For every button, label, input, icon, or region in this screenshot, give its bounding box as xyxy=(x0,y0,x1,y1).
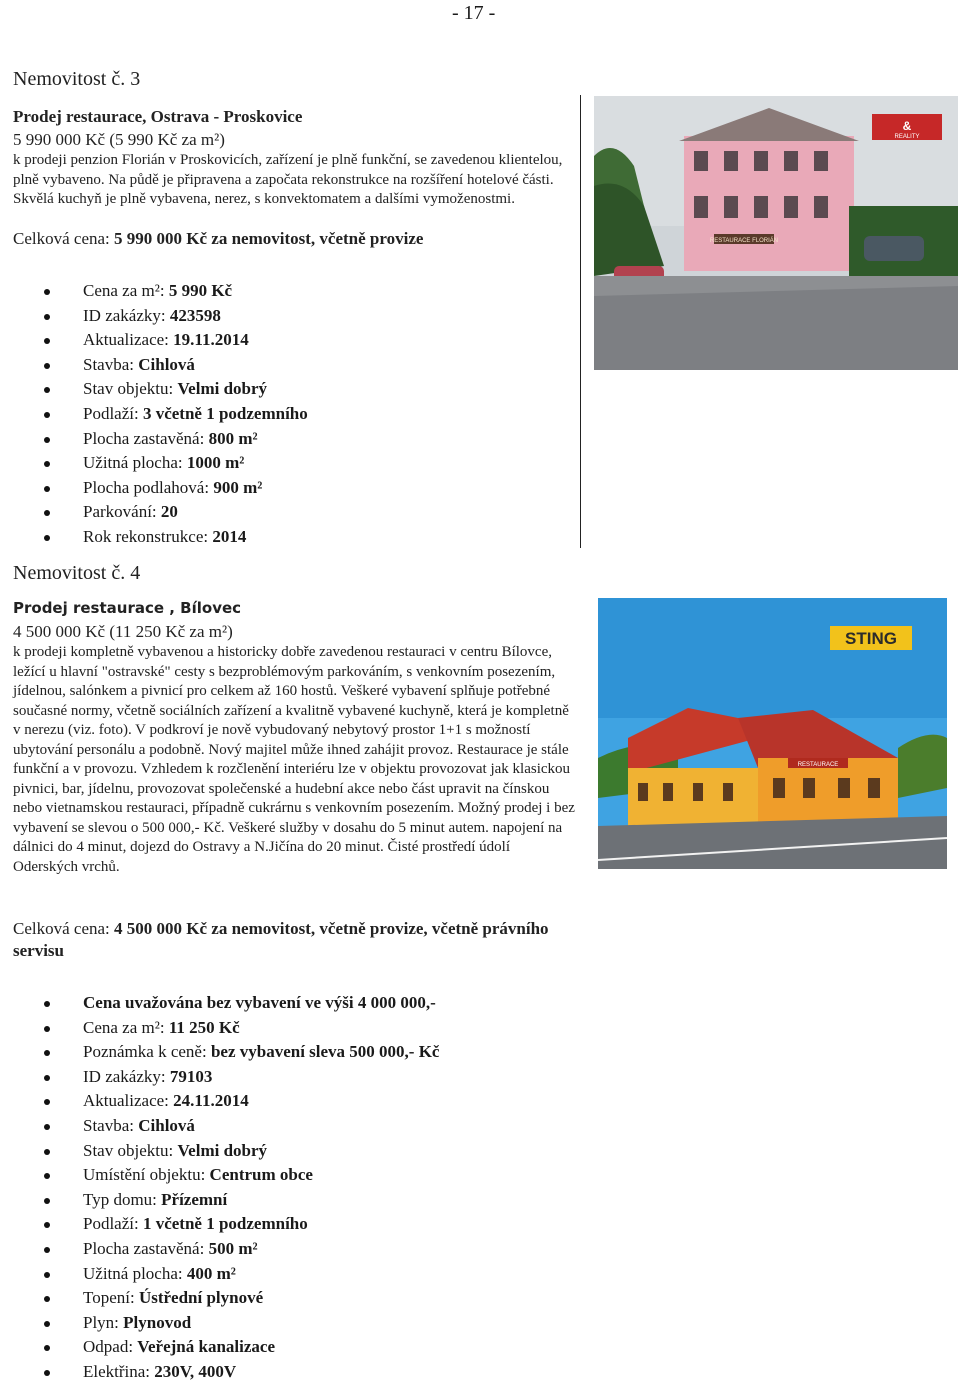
detail-item: Rok rekonstrukce: 2014 xyxy=(44,525,308,550)
property3-total xyxy=(13,228,573,250)
detail-item: Aktualizace: 24.11.2014 xyxy=(44,1089,439,1114)
property4-photo xyxy=(598,598,947,869)
property3-logo-sub: REALITY xyxy=(894,134,920,140)
detail-item: Plocha zastavěná: 500 m² xyxy=(44,1237,439,1262)
detail-item: Užitná plocha: 400 m² xyxy=(44,1262,439,1287)
detail-item: Stavba: Cihlová xyxy=(44,353,308,378)
property3-total-value: 5 990 000 Kč za nemovitost, včetně provize xyxy=(114,229,424,248)
detail-item: Stav objektu: Velmi dobrý xyxy=(44,1139,439,1164)
property4-details xyxy=(44,991,439,1385)
detail-item: Poznámka k ceně: bez vybavení sleva 500 000,- Kč xyxy=(44,1040,439,1065)
property4-price: 4 500 000 Kč (11 250 Kč za m²) xyxy=(13,622,233,641)
detail-item: Parkování: 20 xyxy=(44,500,308,525)
property3-details xyxy=(44,279,308,550)
property3-sign: RESTAURACE FLORIÁN xyxy=(709,238,779,244)
property3-photo xyxy=(594,96,958,370)
detail-item: Plocha zastavěná: 800 m² xyxy=(44,427,308,452)
detail-item: Stav objektu: Velmi dobrý xyxy=(44,377,308,402)
detail-item: Umístění objektu: Centrum obce xyxy=(44,1163,439,1188)
detail-item: Typ domu: Přízemní xyxy=(44,1188,439,1213)
property3-heading: Nemovitost č. 3 xyxy=(13,68,141,90)
property3-logo: & xyxy=(902,119,912,133)
detail-item: Cena uvažována bez vybavení ve výši 4 000 000,- xyxy=(44,991,439,1016)
detail-item: ID zakázky: 423598 xyxy=(44,304,308,329)
detail-item: Podlaží: 3 včetně 1 podzemního xyxy=(44,402,308,427)
property4-sign: STING xyxy=(845,629,897,648)
property4-title: Prodej restaurace , Bílovec xyxy=(13,599,242,617)
property4-total xyxy=(13,918,573,962)
property3-text-block xyxy=(13,106,573,210)
detail-item: Topení: Ústřední plynové xyxy=(44,1286,439,1311)
detail-item: ID zakázky: 79103 xyxy=(44,1065,439,1090)
property4-heading: Nemovitost č. 4 xyxy=(13,562,141,584)
property4-description: k prodeji kompletně vybavenou a historicky dobře zavedenou restauraci v centru Bílovce, ležící u hlavní "ostravské" cesty s bezproblémovým parkováním, s venkovním posezením, jídelnou, salónkem a pivnicí pro celkem až 160 hostů. Veškeré vybavení splňuje potřebné současné normy, včetně sociálních zařízení a kvalitně vybavené kuchyně, která je kompletně v nerezu (viz. foto). V podkroví je nově vybudovaný nebytový prostor 1+1 s možností ubytování personálu a podobně. Nový majitel může ihned zahájit provoz. Restaurace je stále funkční a v provozu. Vzhledem k rozčlenění interiéru lze v objektu provozovat jak klasickou pivnici, bar, jídelnu, provozovat společenské a hudební akce nebo část upravit na čínskou nebo vietnamskou restauraci, případně cukrárnu s venkovním posezením. Možný prodej i bez vybavení se slevou o 500 000,- Kč. Veškeré služby v dosahu do 5 minut autem. napojení na dálnici do 4 minut, dojezd do Ostravy a N.Jičína do 20 minut. Čisté prostředí údolí Oderských vrchů. xyxy=(13,644,575,875)
property3-title: Prodej restaurace, Ostrava - Proskovice xyxy=(13,107,303,126)
column-divider xyxy=(580,95,581,548)
detail-item: Užitná plocha: 1000 m² xyxy=(44,451,308,476)
detail-item: Plocha podlahová: 900 m² xyxy=(44,476,308,501)
detail-item: Cena za m²: 5 990 Kč xyxy=(44,279,308,304)
detail-item: Elektřina: 230V, 400V xyxy=(44,1360,439,1385)
property3-total-label: Celková cena: xyxy=(13,229,115,248)
property4-shop-sign: RESTAURACE xyxy=(797,762,839,768)
detail-item: Cena za m²: 11 250 Kč xyxy=(44,1016,439,1041)
property3-price: 5 990 000 Kč (5 990 Kč za m²) xyxy=(13,130,225,149)
property3-description: k prodeji penzion Florián v Proskovicích, zařízení je plně funkční, se zavedenou klientelou, plně vybaveno. Na půdě je připravena a započata rekonstrukce na rozšíření hotelové části. Skvělá kuchyň je plně vybavena, nerez, s konvektomatem a dalšími vymoženostmi. xyxy=(13,152,563,207)
detail-item: Odpad: Veřejná kanalizace xyxy=(44,1335,439,1360)
detail-item: Aktualizace: 19.11.2014 xyxy=(44,328,308,353)
property4-total-label: Celková cena: xyxy=(13,919,115,938)
detail-item: Stavba: Cihlová xyxy=(44,1114,439,1139)
page-number: - 17 - xyxy=(452,2,496,24)
property4-text-block xyxy=(13,598,578,877)
property4-total-value: 4 500 000 Kč za nemovitost, včetně provize, včetně právního servisu xyxy=(13,919,549,960)
detail-item: Plyn: Plynovod xyxy=(44,1311,439,1336)
detail-item: Podlaží: 1 včetně 1 podzemního xyxy=(44,1212,439,1237)
